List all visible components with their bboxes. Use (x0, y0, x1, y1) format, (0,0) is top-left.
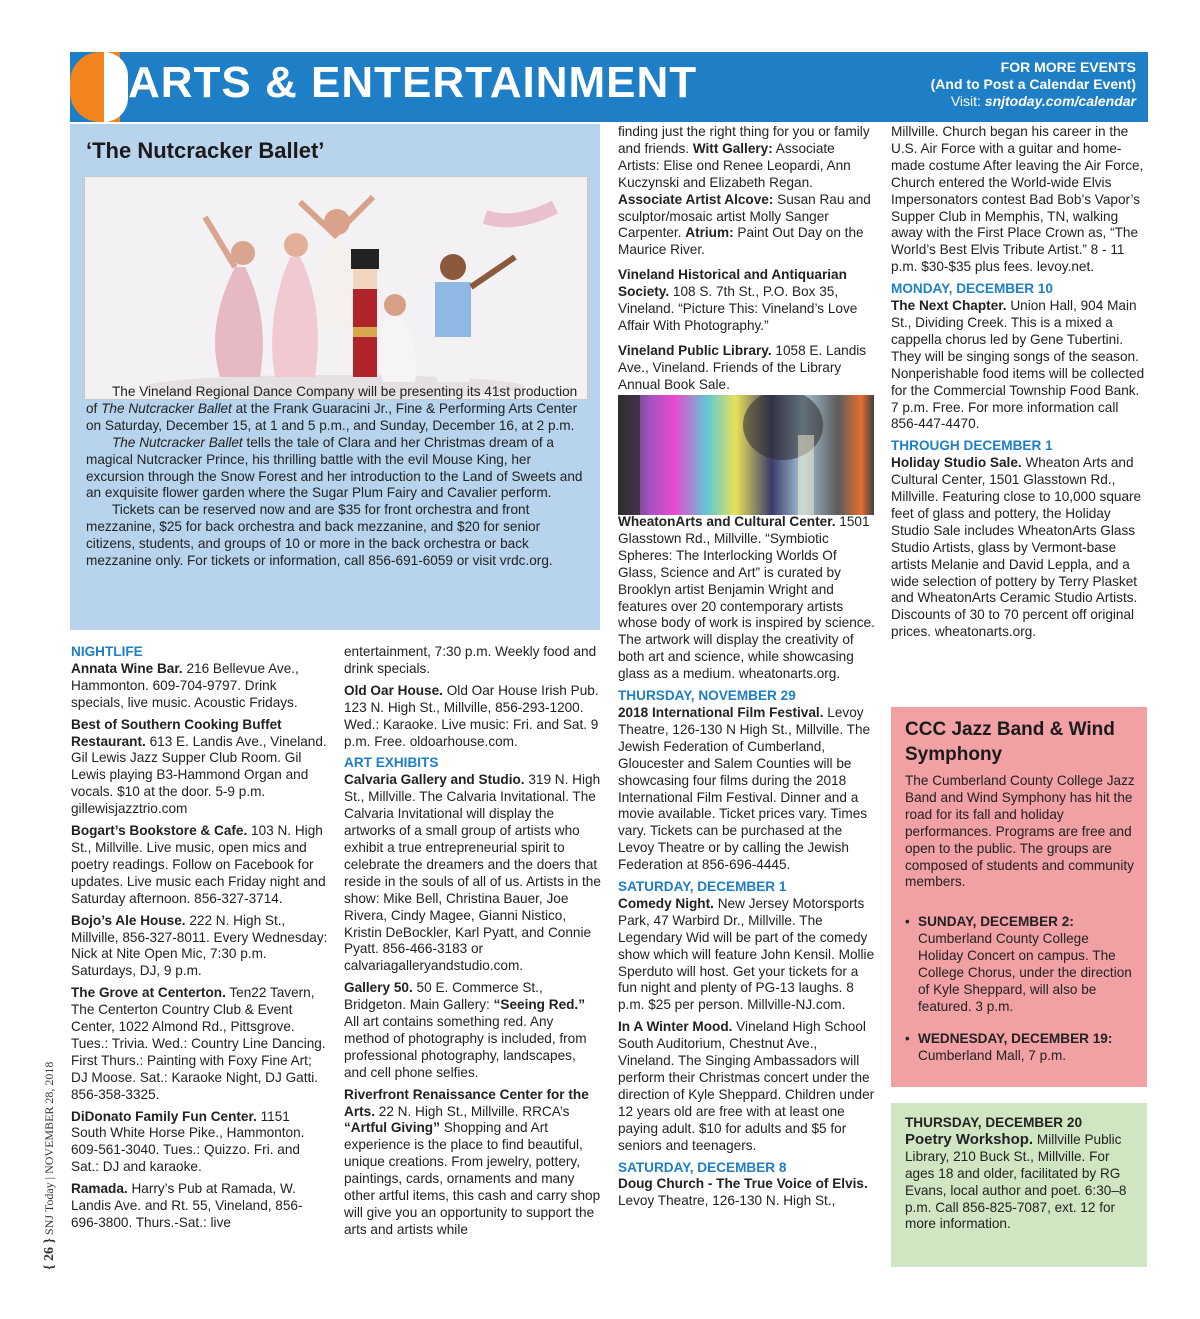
listing-entry (618, 705, 875, 874)
listing-text: Susan Rau and sculptor/mosaic artist Molly Sanger Carpenter. (618, 191, 871, 241)
poetry-title: Poetry Workshop. (905, 1130, 1034, 1148)
visit-line (931, 93, 1136, 110)
listing-entry (71, 823, 328, 908)
listing-name: The Grove at Centerton. (71, 985, 226, 1001)
listing-entry (71, 717, 328, 818)
listing-text: Old Oar House Irish Pub. 123 N. High St., Millville, 856-293-1200. Wed.: Karaoke. Live music: Fri. and Sat. 9 p.m. Free. oldoarhouse.com. (344, 682, 599, 749)
listing-name: Old Oar House. (344, 682, 443, 698)
listing-name: WheatonArts and Cultural Center. (618, 514, 836, 529)
listing-text: 22 N. High St., Millville. RRCA’s (374, 1103, 570, 1119)
listing-entry (618, 267, 875, 335)
listing-text: Levoy Theatre, 126-130 N. High St., (618, 1193, 836, 1209)
listing-entry (344, 1087, 601, 1239)
more-events-label: FOR MORE EVENTS (1000, 59, 1136, 75)
date-heading: SATURDAY, DECEMBER 8 (618, 1159, 787, 1175)
listing-name: Calvaria Gallery and Studio. (344, 772, 525, 788)
column-art-exhibits (344, 644, 601, 1244)
listing-entry (71, 1181, 328, 1232)
feature-paragraph (86, 435, 590, 503)
listing-name: The Next Chapter. (891, 298, 1007, 314)
listing-entry (71, 1109, 328, 1177)
feature-paragraph: Tickets can be reserved now and are $35 for front orchestra and front mezzanine, $25 for back orchestra and back mezzanine, and $20 for senior citizens, students, and groups of 10 or more in the back orchestra or back mezzanine only. For tickets or information, call 856-691-6059 or visit vrdc.org. (86, 502, 553, 569)
listing-text: Paint Out Day on the Maurice River. (618, 225, 864, 258)
listing-text: 222 N. High St., Millville, 856-327-8011. Every Wednesday: Nick at Nite Open Mic, 7:30 p.m. Saturdays, DJ, 9 p.m. (71, 912, 328, 979)
column-nightlife (71, 644, 328, 1237)
listing-name: Ramada. (71, 1181, 128, 1197)
listing-entry (618, 343, 875, 394)
glass-art-illustration (618, 395, 874, 515)
footer-separator: | (42, 1176, 56, 1180)
listing-entry (344, 980, 601, 1081)
event-date: WEDNESDAY, DECEMBER 19: (918, 1031, 1113, 1047)
exhibit-title: “Artful Giving” (344, 1120, 440, 1136)
listing-name: Comedy Night. (618, 895, 714, 911)
listing-name: Bogart’s Bookstore & Cafe. (71, 823, 248, 839)
poetry-workshop-sidebar (891, 1103, 1147, 1267)
section-heading-nightlife: NIGHTLIFE (71, 644, 143, 659)
column-events-a-bottom (618, 514, 875, 1215)
listing-text: Shopping and Art experience is the place to find beautiful, unique creations. From jewelry, pottery, paintings, cards, ornaments and many other artful items, this cash and carry shop will give you an opportunity to support the arts and artists while (344, 1120, 601, 1237)
calendar-link[interactable]: snjtoday.com/calendar (984, 93, 1136, 109)
date-heading: THROUGH DECEMBER 1 (891, 438, 1053, 454)
event-text: Cumberland Mall, 7 p.m. (918, 1048, 1067, 1064)
listing-entry (891, 298, 1148, 433)
listing-text: Union Hall, 904 Main St., Dividing Creek. This is a mixed a cappella chorus led by Gene Tubertini. They will be singing songs of the season. Nonperishable food items will be collected for the Commercial Township Food Bank. 7 p.m. Free. For more information call 856-447-4470. (891, 298, 1145, 432)
listing-entry (71, 661, 328, 712)
listing-text: 613 E. Landis Ave., Vineland. Gil Lewis Jazz Supper Club Room. Gil Lewis playing B3-Hammond Organ and vocals. $10 at the door. 5-9 p.m. gillewisjazztrio.com (71, 733, 327, 817)
listing-name: Annata Wine Bar. (71, 660, 183, 676)
listing-text: Wheaton Arts and Cultural Center, 1501 Glasstown Rd., Millville. Featuring close to 10,000 square feet of glass and pottery, the Holiday Studio Sale includes WheatonArts Glass Studio Artists, glass by Vermont-base artists Melanie and David Leppla, and a wide selection of pottery by Terry Plasket and WheatonArts Ceramic Studio Artists. Discounts of 30 to 70 percent off original prices. wheatonarts.org. (891, 455, 1142, 640)
issue-date: NOVEMBER 28, 2018 (42, 1061, 56, 1174)
listing-entry (618, 1176, 875, 1210)
listing-text: 216 Bellevue Ave., Hammonton. 609-704-9797. Drink specials, live music. Acoustic Fridays. (71, 660, 299, 710)
poetry-text (905, 1132, 1139, 1233)
listing-text: Ten22 Tavern, The Centerton Country Club & Event Center, 1022 Almond Rd., Pittsgrove. Tues.: Trivia. Wed.: Country Line Dancing. First Thurs.: Painting with Foxy Fine Art; DJ Moose. Sat.: Karaoke Night, DJ Gatti. 856-358-3325. (71, 985, 326, 1102)
listing-name: 2018 International Film Festival. (618, 704, 824, 720)
more-events-box (931, 59, 1136, 110)
listing-text: New Jersey Motorsports Park, 47 Warbird Dr., Millville. The Legendary Wid will be part of the comedy show which will feature John Kensil. Mollie Sperduto will host. Get your tickets for a fun night and plenty of PG-13 laughs. 8 p.m. $25 per person. Millville-NJ.com. (618, 895, 875, 1013)
exhibit-title: “Seeing Red.” (493, 997, 586, 1013)
listing-entry (618, 514, 875, 683)
listing-entry (618, 896, 875, 1014)
listing-text: 1151 South White Horse Pike., Hammonton. 609-561-3040. Tues.: Quizzo. Fri. and Sat.: DJ and karaoke. (71, 1108, 305, 1175)
listing-name: In A Winter Mood. (618, 1019, 733, 1035)
show-title: The Nutcracker Ballet (112, 434, 243, 450)
listing-name: Doug Church - The True Voice of Elvis. (618, 1176, 868, 1192)
page-footer (42, 1062, 58, 1270)
listing-name: Riverfront Renaissance Center for the Arts. (344, 1086, 589, 1119)
gallery-name: Associate Artist Alcove: (618, 191, 774, 207)
section-heading-art-exhibits: ART EXHIBITS (344, 755, 439, 771)
listing-name: Vineland Public Library. (618, 342, 772, 358)
post-event-label: (And to Post a Calendar Event) (930, 76, 1136, 92)
listing-entry (71, 913, 328, 981)
feature-text: tells the tale of Clara and her Christmas dream of a magical Nutcracker Prince, his thrilling battle with the evil Mouse King, her excursion through the Snow Forest and her introduction to the Land of Sweets and an exquisite flower garden where the Sugar Plum Fairy and Cavalier perform. (86, 434, 583, 501)
feature-text: at the Frank Guaracini Jr., Fine & Performing Arts Center on Saturday, December 15, at 1 and 5 p.m., and Sunday, December 16, at 2 p.m. (86, 400, 578, 433)
listing-name: Best of Southern Cooking Buffet Restaurant. (71, 716, 282, 749)
listing-text: 103 N. High St., Millville. Live music, open mics and poetry readings. Follow on Facebook for updates. Live music each Friday night and Saturday afternoon. 856-327-3714. (71, 823, 326, 906)
column-events-b (891, 124, 1148, 646)
listing-name: Bojo’s Ale House. (71, 912, 186, 928)
date-heading: SATURDAY, DECEMBER 1 (618, 879, 787, 895)
feature-article (86, 384, 590, 570)
event-date: SUNDAY, DECEMBER 2: (918, 914, 1074, 929)
feature-title: ‘The Nutcracker Ballet’ (86, 138, 325, 163)
listing-continuation: Millville. Church began his career in the U.S. Air Force with a guitar and home-made costume After leaving the Air Force, Church entered the World-wide Elvis Impersonators contest Bad Bob’s Vapor’s Supper Club in Memphis, TN, walking away with the First Place Crown as, “The World’s Best Elvis Tribute Artist.” 8 - 11 p.m. $30-$35 plus fees. levoy.net. (891, 124, 1144, 275)
listing-entry (891, 455, 1148, 641)
listing-text: 108 S. 7th St., P.O. Box 35, Vineland. “Picture This: Vineland’s Love Affair With Photography.” (618, 284, 858, 333)
listing-text: Associate Artists: Elise ond Renee Leopardi, Ann Kuczynski and Elizabeth Regan. (618, 140, 851, 190)
listing-text: Vineland High School South Auditorium, Chestnut Ave., Vineland. The Singing Ambassadors will perform their Christmas concert under the direction of Kyle Sheppard. Children under 12 years old are free with at least one paying adult. $10 for adults and $5 for seniors and teenagers. (618, 1019, 875, 1153)
bullet-icon: • (905, 914, 910, 929)
glass-art-photo (618, 395, 874, 515)
listing-name: Holiday Studio Sale. (891, 455, 1022, 471)
date-heading: THURSDAY, NOVEMBER 29 (618, 688, 796, 704)
listing-continuation: entertainment, 7:30 p.m. Weekly food and drink specials. (344, 644, 597, 676)
gallery-name: Witt Gallery: (692, 140, 773, 156)
date-heading: MONDAY, DECEMBER 10 (891, 281, 1053, 297)
listing-name: DiDonato Family Fun Center. (71, 1108, 257, 1124)
listing-text: 1501 Glasstown Rd., Millville. “Symbiotic Spheres: The Interlocking Worlds Of Glass, Science and Art” is curated by Brooklyn artist Benjamin Wright and features over 20 contemporary artists whose body of work is inspired by science. The artwork will display the creativity of both art and science, while showcasing glass as a medium. wheatonarts.org. (618, 514, 875, 682)
ballet-dancers-illustration (85, 177, 587, 399)
jazz-band-sidebar (891, 707, 1147, 1087)
section-title: ARTS & ENTERTAINMENT (128, 58, 698, 107)
gallery-name: Atrium: (685, 225, 734, 241)
show-title: The Nutcracker Ballet (101, 400, 232, 416)
listing-text: Millville Public Library, 210 Buck St., Millville. For ages 18 and older, facilitated by RG Evans, local author and poet. 6:30–8 p.m. Call 856-825-7087, ext. 12 for more information. (905, 1131, 1127, 1232)
publication-name: SNJ Today (42, 1182, 56, 1235)
list-item (905, 914, 1137, 1015)
poetry-date: THURSDAY, DECEMBER 20 (905, 1115, 1083, 1130)
listing-entry (618, 1019, 875, 1154)
feature-text: The Vineland Regional Dance Company will be presenting its 41st production of (86, 384, 578, 416)
event-text: Cumberland County College Holiday Concert on campus. The College Chorus, under the direction of Kyle Sheppard, will also be featured. 3 p.m. (918, 930, 1132, 1014)
column-events-a-top (618, 124, 875, 399)
listing-text: 1058 E. Landis Ave., Vineland. Friends of the Library Annual Book Sale. (618, 342, 867, 392)
poetry-workshop-body (905, 1115, 1139, 1233)
ballet-photo (84, 176, 588, 400)
bullet-icon: • (905, 1031, 910, 1047)
listing-entry (344, 772, 601, 975)
listing-entry (344, 683, 601, 751)
nutcracker-feature-box (70, 124, 600, 630)
page-number: { 26 } (42, 1237, 57, 1270)
jazz-band-title: CCC Jazz Band & Wind Symphony (905, 719, 1115, 765)
feature-paragraph (86, 384, 590, 435)
listing-text: Levoy Theatre, 126-130 N High St., Millville. The Jewish Federation of Cumberland, Gloucester and Salem Counties will be showcasing four films during the 2018 International Film Festival. Dinner and a movie available. Ticket prices vary. Times vary. Tickets can be purchased at the Levoy Theatre or by calling the Jewish Federation at 856-696-4445. (618, 704, 871, 873)
visit-label: Visit: (950, 93, 981, 109)
listing-name: Vineland Historical and Antiquarian Society. (618, 267, 847, 300)
listing-text: 319 N. High St., Millville. The Calvaria Invitational. The Calvaria Invitational will display the artworks of a small group of artists who exhibit a true entrepreneurial spirit to celebrate the dreamers and the doers that reside in the souls of all of us. Artists in the show: Mike Bell, Christina Bauer, Joe Rivera, Cindy Magee, Gianni Nistico, Kristin DeBockler, Karl Pyatt, and Connie Pyatt. 856-466-3183 or calvariagalleryandstudio.com. (344, 772, 601, 974)
listing-continuation (618, 124, 875, 259)
list-item (905, 1031, 1137, 1065)
listing-entry (71, 985, 328, 1103)
listing-name: Gallery 50. (344, 980, 413, 996)
listing-text: 50 E. Commerce St., Bridgeton. Main Gallery: (344, 980, 543, 1013)
listing-text: Harry’s Pub at Ramada, W. Landis Ave. and Rt. 55, Vineland, 856-696-3800. Thurs.-Sat.: live (71, 1181, 303, 1230)
listing-text: All art contains something red. Any method of photography is included, from professional photography, landscapes, and cell phone selfies. (344, 1014, 587, 1080)
jazz-band-description: The Cumberland County College Jazz Band and Wind Symphony has hit the road for its fall and holiday performances. Programs are free and open to the public. The groups are composed of students and community members. (905, 773, 1135, 890)
jazz-band-dates (905, 914, 1137, 1081)
listing-text: finding just the right thing for you or family and friends. (618, 124, 870, 156)
